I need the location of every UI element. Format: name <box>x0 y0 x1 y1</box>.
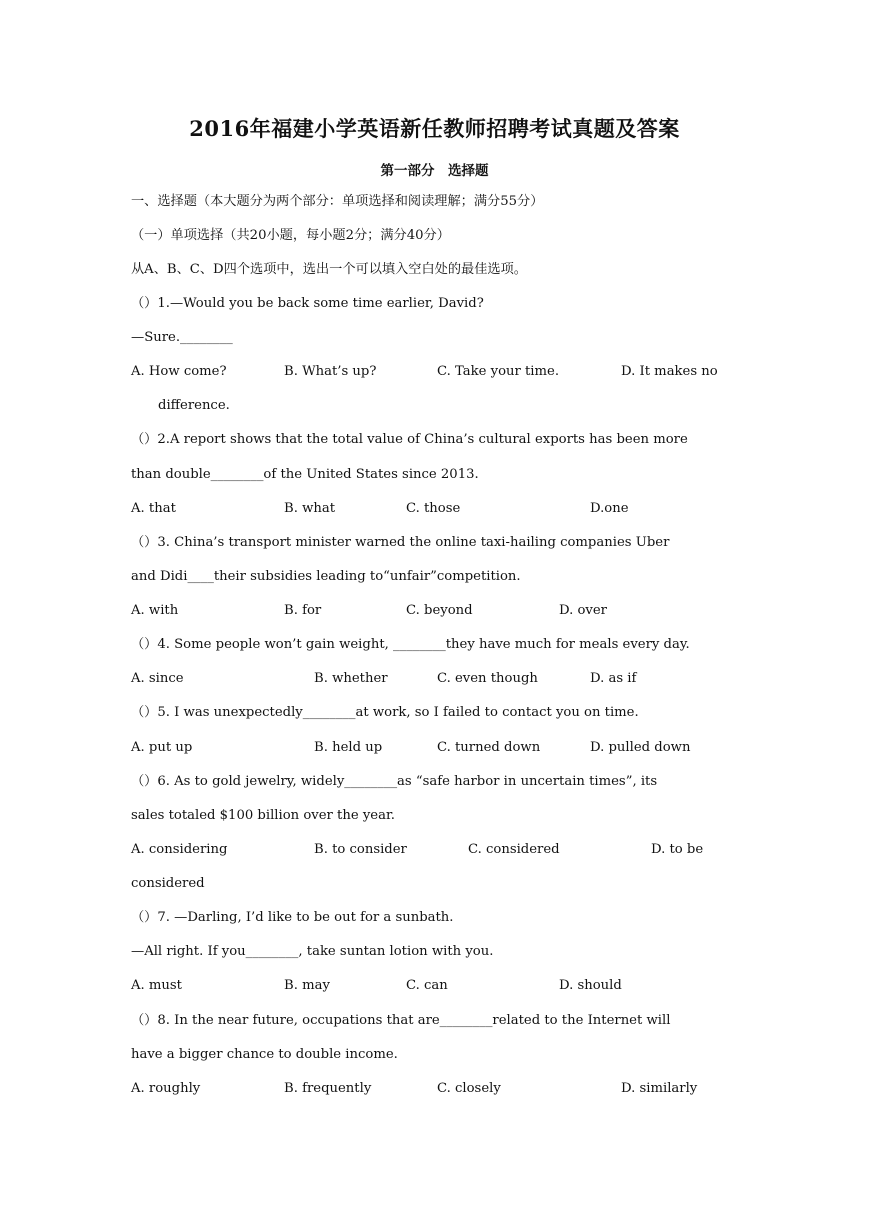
question-6-stem-cont: sales totaled $100 billion over the year. <box>131 808 395 823</box>
question-8-option-d: D. similarly <box>621 1081 698 1096</box>
question-7-option-c: C. can <box>406 978 448 993</box>
question-1-reply: —Sure.________ <box>131 330 233 345</box>
question-1-stem: （）1.—Would you be back some time earlier, David? <box>131 296 484 311</box>
question-4-option-b: B. whether <box>314 671 388 686</box>
page-title: 2016年福建小学英语新任教师招聘考试真题及答案 <box>189 116 680 141</box>
question-5-option-c: C. turned down <box>437 740 541 755</box>
question-6-option-a: A. considering <box>131 842 228 857</box>
question-1-option-a: A. How come? <box>131 364 227 379</box>
question-3-stem: （）3. China’s transport minister warned the online taxi-hailing companies Uber <box>131 535 670 550</box>
question-3-option-a: A. with <box>131 603 179 618</box>
question-4-option-a: A. since <box>131 671 184 686</box>
question-4-stem: （）4. Some people won’t gain weight, ________they have much for meals every day. <box>131 637 690 652</box>
question-8-option-b: B. frequently <box>284 1081 372 1096</box>
part-subtitle: 第一部分 选择题 <box>380 163 489 179</box>
question-8-option-c: C. closely <box>437 1081 501 1096</box>
question-7-option-d: D. should <box>559 978 622 993</box>
question-8-stem: （）8. In the near future, occupations that are________related to the Internet will <box>131 1013 671 1028</box>
question-8-stem-cont: have a bigger chance to double income. <box>131 1047 398 1062</box>
question-3-option-d: D. over <box>559 603 607 618</box>
question-2-option-b: B. what <box>284 501 336 516</box>
question-8-option-a: A. roughly <box>131 1081 201 1096</box>
instruction: 从A、B、C、D四个选项中，选出一个可以填入空白处的最佳选项。 <box>131 262 527 277</box>
question-6-option-d: D. to be <box>651 842 704 857</box>
question-3-option-c: C. beyond <box>406 603 473 618</box>
question-1-option-d: D. It makes no <box>621 364 718 379</box>
part-header: （一）单项选择（共20小题，每小题2分；满分40分） <box>131 228 450 243</box>
section-header: 一、选择题（本大题分为两个部分：单项选择和阅读理解；满分55分） <box>131 194 544 209</box>
question-6-option-c: C. considered <box>468 842 560 857</box>
question-1-option-b: B. What’s up? <box>284 364 377 379</box>
question-5-stem: （）5. I was unexpectedly________at work, so I failed to contact you on time. <box>131 705 639 720</box>
question-4-option-d: D. as if <box>590 671 637 686</box>
question-6-option-d-cont: considered <box>131 876 205 891</box>
question-2-option-a: A. that <box>131 501 176 516</box>
question-6-option-b: B. to consider <box>314 842 407 857</box>
question-2-option-d: D.one <box>590 501 629 516</box>
question-5-option-a: A. put up <box>131 740 193 755</box>
question-7-option-b: B. may <box>284 978 330 993</box>
question-4-option-c: C. even though <box>437 671 538 686</box>
question-5-option-b: B. held up <box>314 740 383 755</box>
question-5-option-d: D. pulled down <box>590 740 691 755</box>
question-6-stem: （）6. As to gold jewelry, widely________as “safe harbor in uncertain times”, its <box>131 774 658 789</box>
question-1-option-d-cont: difference. <box>158 398 230 413</box>
question-2-stem-cont: than double________of the United States since 2013. <box>131 467 479 482</box>
question-7-stem: （）7. —Darling, I’d like to be out for a sunbath. <box>131 910 454 925</box>
question-7-reply: —All right. If you________, take suntan lotion with you. <box>131 944 494 959</box>
question-3-option-b: B. for <box>284 603 322 618</box>
question-7-option-a: A. must <box>131 978 182 993</box>
question-1-option-c: C. Take your time. <box>437 364 560 379</box>
question-2-option-c: C. those <box>406 501 461 516</box>
question-2-stem: （）2.A report shows that the total value of China’s cultural exports has been more <box>131 432 688 447</box>
question-3-stem-cont: and Didi____their subsidies leading to“unfair”competition. <box>131 569 521 584</box>
